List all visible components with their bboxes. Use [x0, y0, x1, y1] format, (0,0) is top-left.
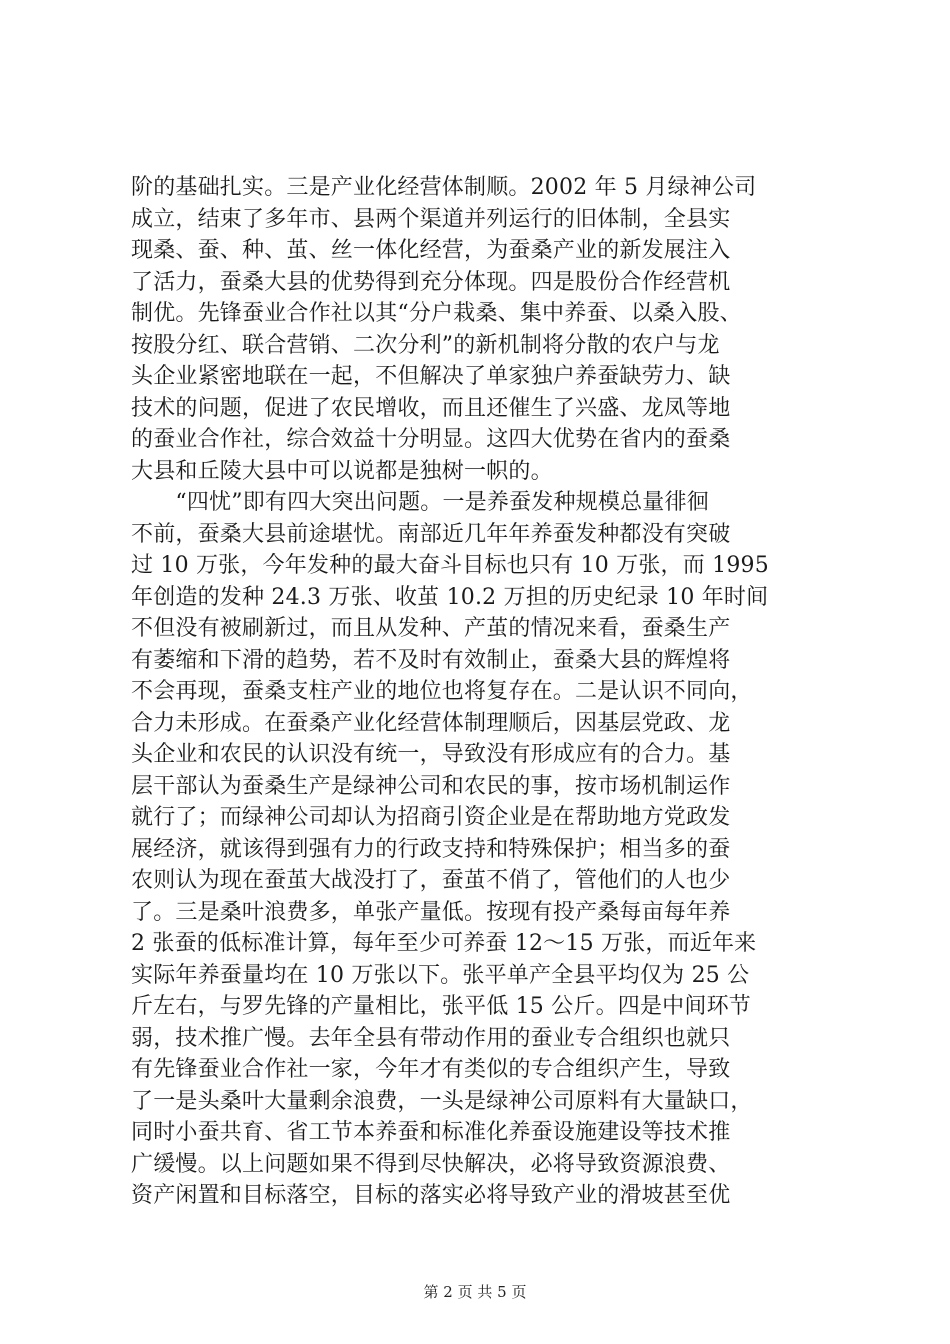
text-line: 按股分红、联合营销、二次分利”的新机制将分散的农户与龙 — [131, 332, 720, 358]
body-text — [131, 172, 831, 1212]
text-line: 不但没有被刷新过，而且从发种、产茧的情况来看，蚕桑生产 — [131, 616, 731, 641]
text-line: 不会再现，蚕桑支柱产业的地位也将复存在。二是认识不同向， — [131, 679, 753, 704]
text-line: 技术的问题，促进了农民增收，而且还催生了兴盛、龙凤等地 — [131, 395, 731, 421]
text-line: 展经济，就该得到强有力的行政支持和特殊保护；相当多的蚕 — [131, 836, 731, 862]
text-line: 实际年养蚕量均在 10 万张以下。张平单产全县平均仅为 25 公 — [131, 962, 750, 988]
text-line: 层干部认为蚕桑生产是绿神公司和农民的事，按市场机制运作 — [131, 773, 731, 799]
text-line: 年创造的发种 24.3 万张、收茧 10.2 万担的历史纪录 10 年时间 — [131, 584, 769, 610]
text-line: 同时小蚕共育、省工节本养蚕和标准化养蚕设施建设等技术推 — [131, 1120, 731, 1145]
text-line: 大县和丘陵大县中可以说都是独树一帜的。 — [131, 458, 553, 484]
text-line: 农则认为现在蚕茧大战没打了，蚕茧不俏了，管他们的人也少 — [131, 868, 731, 893]
text-line: 有先锋蚕业合作社一家，今年才有类似的专合组织产生，导致 — [131, 1057, 731, 1082]
text-line: 广缓慢。以上问题如果不得到尽快解决，必将导致资源浪费、 — [131, 1151, 731, 1177]
text-line: 头企业紧密地联在一起，不但解决了单家独户养蚕缺劳力、缺 — [131, 364, 731, 389]
page-footer: 第 2 页 共 5 页 — [423, 1283, 527, 1301]
text-line: 有萎缩和下滑的趋势，若不及时有效制止，蚕桑大县的辉煌将 — [131, 647, 731, 673]
text-line: 的蚕业合作社，综合效益十分明显。这四大优势在省内的蚕桑 — [131, 427, 731, 452]
text-line: 制优。先锋蚕业合作社以其“分户栽桑、集中养蚕、以桑入股、 — [131, 301, 742, 326]
text-line: 头企业和农民的认识没有统一，导致没有形成应有的合力。基 — [131, 742, 731, 767]
text-line: 阶的基础扎实。三是产业化经营体制顺。2002 年 5 月绿神公司 — [131, 175, 757, 200]
text-line: 合力未形成。在蚕桑产业化经营体制理顺后，因基层党政、龙 — [131, 710, 731, 736]
text-line: 资产闲置和目标落空，目标的落实必将导致产业的滑坡甚至优 — [131, 1183, 731, 1208]
text-line: 斤左右，与罗先锋的产量相比，张平低 15 公斤。四是中间环节 — [131, 994, 751, 1019]
text-line: 不前，蚕桑大县前途堪忧。南部近几年年养蚕发种都没有突破 — [131, 521, 731, 547]
text-line: 就行了；而绿神公司却认为招商引资企业是在帮助地方党政发 — [131, 805, 731, 830]
text-line: 了活力，蚕桑大县的优势得到充分体现。四是股份合作经营机 — [131, 269, 731, 295]
text-line: 成立，结束了多年市、县两个渠道并列运行的旧体制，全县实 — [131, 206, 731, 232]
text-line: 2 张蚕的低标准计算，每年至少可养蚕 12～15 万张，而近年来 — [131, 931, 757, 956]
text-line: 过 10 万张，今年发种的最大奋斗目标也只有 10 万张，而 1995 — [131, 553, 769, 578]
text-line: 了。三是桑叶浪费多，单张产量低。按现有投产桑每亩每年养 — [131, 899, 731, 925]
text-line: 弱，技术推广慢。去年全县有带动作用的蚕业专合组织也就只 — [131, 1025, 731, 1051]
text-line: 现桑、蚕、种、茧、丝一体化经营，为蚕桑产业的新发展注入 — [131, 238, 731, 263]
text-line: 了一是头桑叶大量剩余浪费，一头是绿神公司原料有大量缺口， — [131, 1088, 753, 1114]
text-line: “四忧”即有四大突出问题。一是养蚕发种规模总量徘徊 — [131, 490, 709, 515]
